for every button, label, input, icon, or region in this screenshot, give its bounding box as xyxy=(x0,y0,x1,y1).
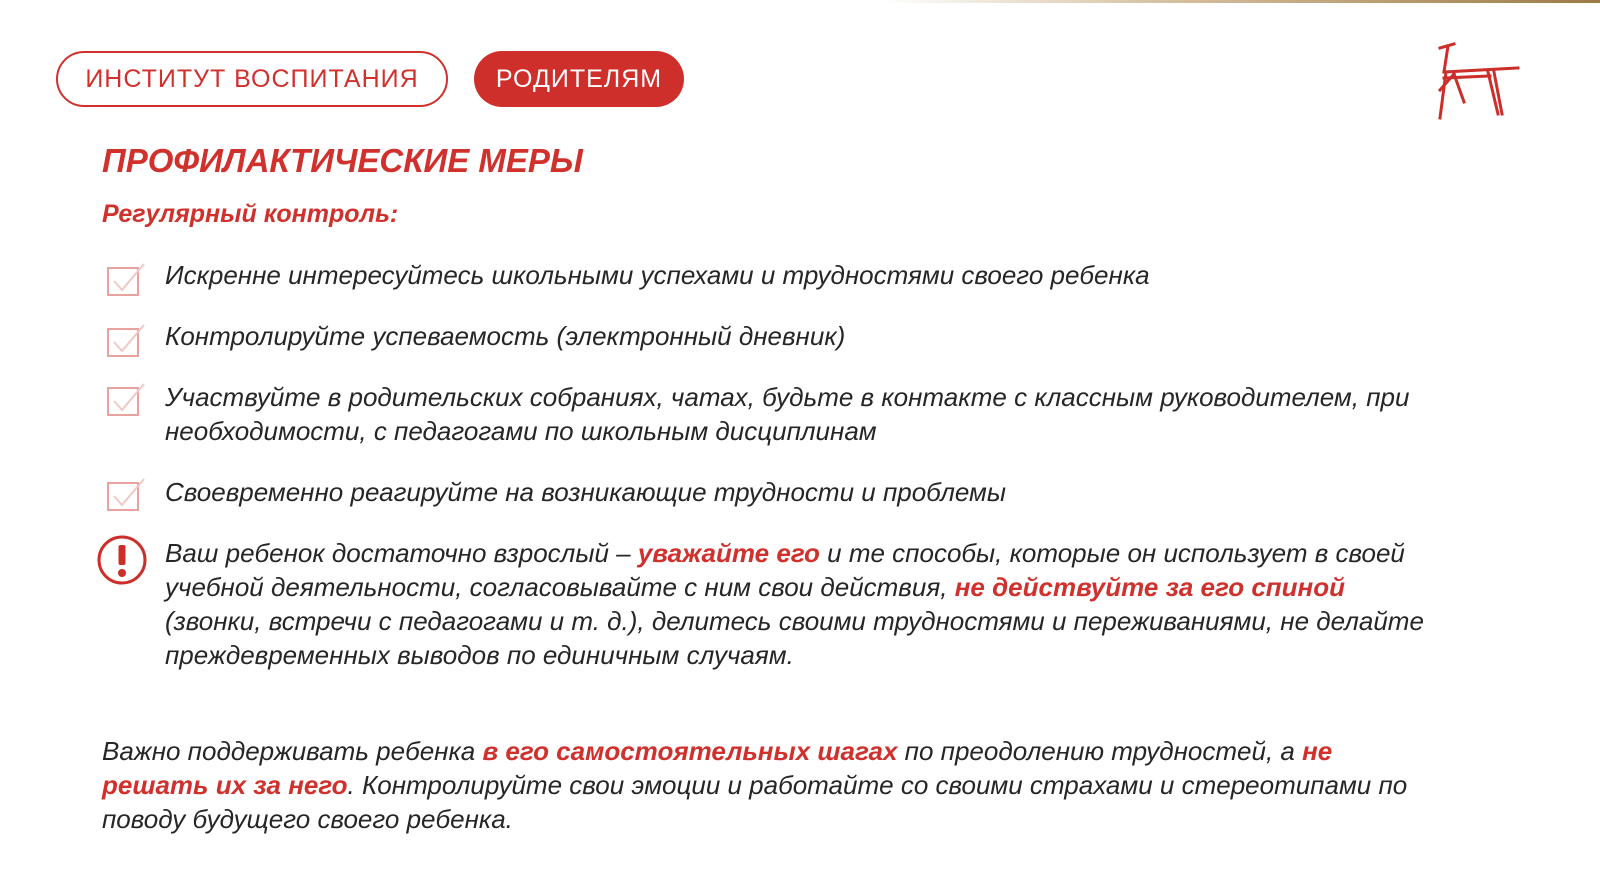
alert-highlight-behind-back: не действуйте за его спиной xyxy=(954,572,1346,602)
alert-text-part: (звонки, встречи с педагогами и т. д.), делитесь своими трудностями и переживаниями, не делайте преждевременных выводов по единичным случаям. xyxy=(165,606,1424,670)
alert-text-part: Ваш ребенок достаточно взрослый – xyxy=(165,538,638,568)
checklist-item-text: Искренне интересуйтесь школьными успехами и трудностями своего ребенка xyxy=(165,260,1150,290)
institute-tag[interactable]: ИНСТИТУТ ВОСПИТАНИЯ xyxy=(56,51,448,107)
closing-text-part: по преодолению трудностей, а xyxy=(897,736,1303,766)
checklist-item-text: Контролируйте успеваемость (электронный дневник) xyxy=(165,321,846,351)
checklist-item-text: Своевременно реагируйте на возникающие трудности и проблемы xyxy=(165,477,1007,507)
alert-text xyxy=(165,536,1425,672)
section-subtitle: Регулярный контроль: xyxy=(102,200,399,228)
closing-highlight-independent-steps: в его самостоятельных шагах xyxy=(482,736,898,766)
logo-horse-icon xyxy=(1430,42,1524,122)
top-decorative-line xyxy=(880,0,1600,3)
closing-text-part: . Контролируйте свои эмоции и работайте со своими страхами и стереотипами по поводу будущего своего ребенка. xyxy=(102,770,1408,834)
alert-highlight-respect: уважайте его xyxy=(637,538,820,568)
checkbox-check-icon xyxy=(104,323,146,359)
closing-paragraph xyxy=(102,734,1442,836)
page-title: ПРОФИЛАКТИЧЕСКИЕ МЕРЫ xyxy=(102,142,583,179)
closing-text-part: Важно поддерживать ребенка xyxy=(102,736,483,766)
checkbox-check-icon xyxy=(104,477,146,513)
closing-highlight-not-solve: не решать их за него xyxy=(102,736,1333,800)
alert-text-part: и те способы, которые он использует в своей учебной деятельности, согласовывайте с ним свои действия, xyxy=(165,538,1405,602)
exclamation-circle-icon xyxy=(96,534,148,586)
checklist-item-text: Участвуйте в родительских собраниях, чатах, будьте в контакте с классным руководителем, при необходимости, с педагогами по школьным дисциплинам xyxy=(165,382,1410,446)
parents-tag[interactable]: РОДИТЕЛЯМ xyxy=(474,51,684,107)
checkbox-check-icon xyxy=(104,382,146,418)
checkbox-check-icon xyxy=(104,262,146,298)
